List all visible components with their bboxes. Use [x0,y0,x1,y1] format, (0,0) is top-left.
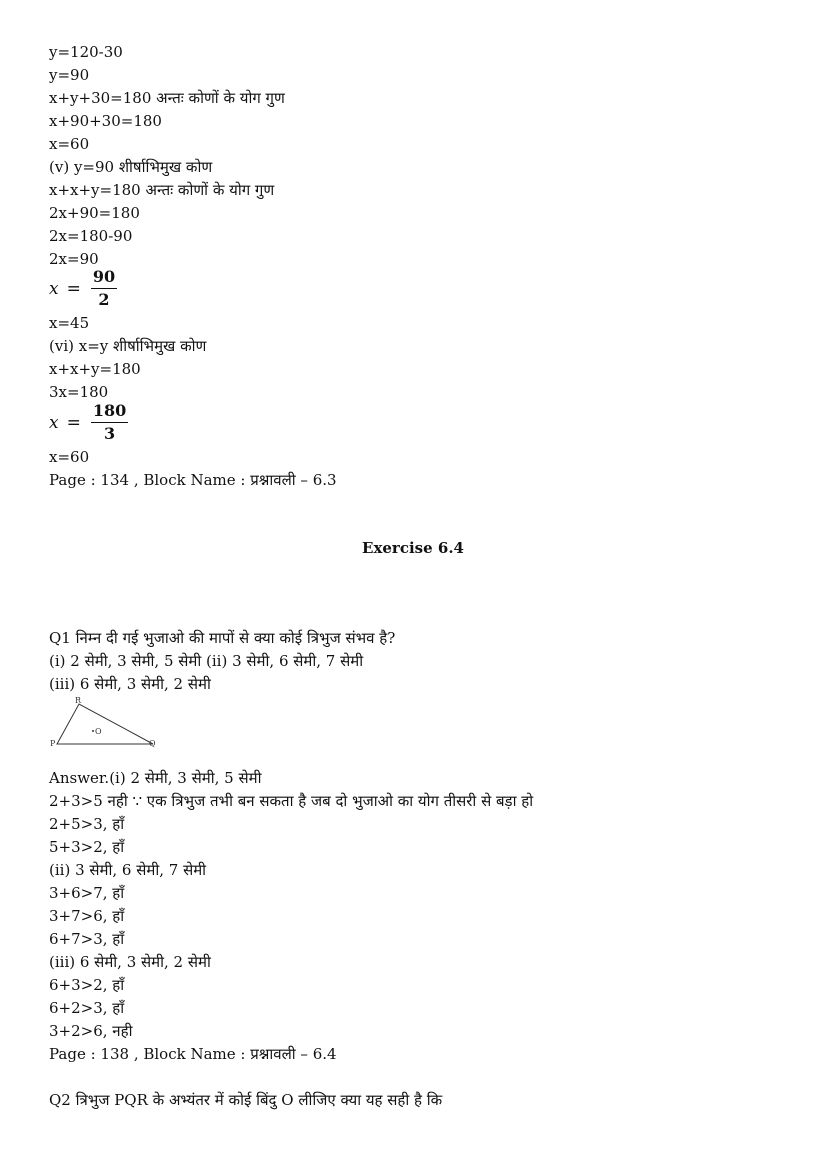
fraction-equation [49,402,128,443]
fraction-numerator: 180 [91,402,128,423]
point-label-o: O [95,727,102,736]
vertex-label-p: P [50,739,56,748]
vertex-label-r: R [75,696,82,705]
answer-line: 5+3>2, हाँ [49,838,125,856]
fraction-denominator: 3 [103,424,116,443]
section-heading: Exercise 6.4 [362,539,464,557]
fraction-variable: x [49,278,59,299]
text-line: x+y+30=180 अन्तः कोणों के योग गुण [49,89,285,107]
answer-line: 2+5>3, हाँ [49,815,125,833]
text-line: x+x+y=180 अन्तः कोणों के योग गुण [49,181,275,199]
text-line: x+90+30=180 [49,112,162,130]
answer-line: 3+2>6, नही [49,1022,133,1040]
question-option: (i) 2 सेमी, 3 सेमी, 5 सेमी (ii) 3 सेमी, 6 सेमी, 7 सेमी [49,652,364,670]
answer-line: 6+7>3, हाँ [49,930,125,948]
text-line: 3x=180 [49,383,109,401]
question-text: Q1 निम्न दी गई भुजाओ की मापों से क्या कोई त्रिभुज संभव है? [49,629,396,647]
fraction-denominator: 2 [98,290,110,309]
point-o-dot [92,730,94,732]
fraction-variable: x [49,412,59,433]
fraction-equation [49,268,117,309]
equals-sign: = [66,278,81,299]
answer-line: 6+2>3, हाँ [49,999,125,1017]
text-line: x+x+y=180 [49,360,141,378]
text-line: x=60 [49,135,90,153]
answer-line: Answer.(i) 2 सेमी, 3 सेमी, 5 सेमी [49,769,262,787]
fraction [91,268,117,309]
text-line: y=90 [49,66,90,84]
triangle-pqr-figure [49,696,161,758]
question-option: (iii) 6 सेमी, 3 सेमी, 2 सेमी [49,675,211,693]
text-line: 2x=90 [49,250,99,268]
text-line: 2x+90=180 [49,204,140,222]
equals-sign: = [66,412,81,433]
text-line: x=45 [49,314,90,332]
fraction-numerator: 90 [91,268,117,289]
page-reference: Page : 134 , Block Name : प्रश्नावली – 6.3 [49,471,337,489]
vertex-label-q: Q [149,739,156,748]
text-line: 2x=180-90 [49,227,133,245]
answer-line: 2+3>5 नही ∵ एक त्रिभुज तभी बन सकता है जब दो भुजाओ का योग तीसरी से बड़ा हो [49,792,534,810]
answer-line: 3+7>6, हाँ [49,907,125,925]
text-line: (vi) x=y शीर्षाभिमुख कोण [49,337,207,355]
text-line: x=60 [49,448,90,466]
answer-line: (ii) 3 सेमी, 6 सेमी, 7 सेमी [49,861,207,879]
answer-line: 3+6>7, हाँ [49,884,125,902]
text-line: (v) y=90 शीर्षाभिमुख कोण [49,158,213,176]
page-reference: Page : 138 , Block Name : प्रश्नावली – 6.4 [49,1045,337,1063]
answer-line: 6+3>2, हाँ [49,976,125,994]
answer-line: (iii) 6 सेमी, 3 सेमी, 2 सेमी [49,953,211,971]
question-text: Q2 त्रिभुज PQR के अभ्यंतर में कोई बिंदु O लीजिए क्या यह सही है कि [49,1091,443,1109]
fraction [91,402,128,443]
triangle-outline [57,704,153,744]
text-line: y=120-30 [49,43,123,61]
